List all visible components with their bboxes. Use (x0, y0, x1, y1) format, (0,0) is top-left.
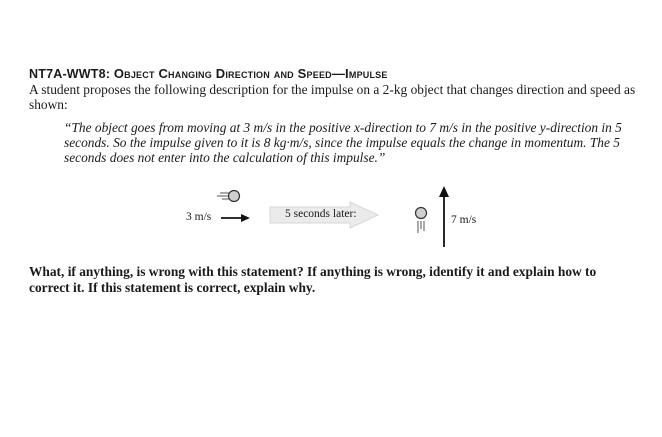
question-text: What, if anything, is wrong with this statement? If anything is wrong, identify it and explain how to correct it. If this statement is correct, explain why. (29, 264, 597, 295)
final-velocity-arrow-icon (439, 186, 449, 247)
final-object-icon (416, 208, 427, 234)
problem-code: NT7A-WWT8: (29, 67, 111, 81)
initial-speed-label: 3 m/s (186, 211, 212, 223)
motion-diagram (0, 185, 662, 255)
transition-label: 5 seconds later: (285, 208, 357, 220)
problem-intro: A student proposes the following description for the impulse on a 2-kg object that changes direction and speed as shown: (29, 82, 636, 112)
problem-title: Object Changing Direction and Speed—Impulse (113, 66, 388, 81)
problem-heading (29, 66, 649, 81)
initial-object-icon (217, 191, 240, 202)
student-statement: “The object goes from moving at 3 m/s in the positive x-direction to 7 m/s in the positive y-direction in 5 seconds. So the impulse given to it is 8 kg·m/s, since the impulse equals the change in momentum. The 5 seconds does not enter into the calculation of this impulse.” (64, 120, 622, 165)
initial-velocity-arrow-icon (221, 214, 250, 222)
final-speed-label: 7 m/s (451, 214, 477, 226)
motion-figure (0, 185, 662, 255)
